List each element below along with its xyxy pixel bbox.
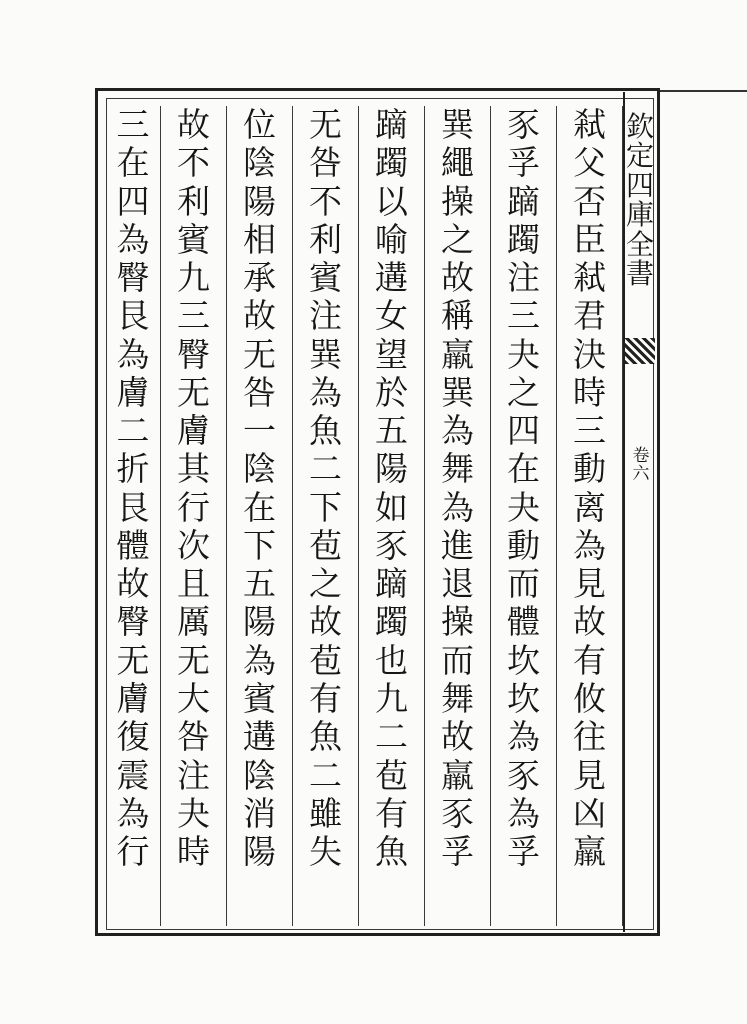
text-column-2 (491, 106, 557, 926)
character: 庫 (625, 198, 654, 232)
character: 膚 (116, 678, 150, 718)
character: 咎 (243, 372, 276, 412)
character: 孚 (507, 832, 540, 872)
book-title (625, 112, 655, 288)
character: 利 (177, 181, 210, 221)
character: 二 (309, 449, 342, 489)
character: 故 (309, 602, 342, 642)
character: 見 (573, 755, 606, 795)
character: 咎 (309, 143, 342, 183)
character: 下 (309, 487, 342, 527)
character: 躅 (507, 219, 540, 259)
character: 如 (375, 487, 408, 527)
character: 承 (243, 258, 276, 298)
character: 失 (309, 832, 342, 872)
text-column-6 (227, 106, 293, 926)
character: 坎 (507, 640, 540, 680)
character: 无 (309, 105, 342, 144)
character: 之 (507, 372, 540, 412)
character: 書 (625, 256, 654, 290)
character: 巽 (441, 105, 474, 144)
character: 雖 (309, 793, 342, 833)
character: 故 (116, 564, 150, 604)
character: 有 (309, 678, 342, 718)
character: 坎 (507, 678, 540, 718)
character: 全 (625, 227, 654, 261)
character: 見 (573, 564, 606, 604)
character: 行 (116, 832, 150, 872)
character: 且 (177, 564, 210, 604)
character: 以 (375, 181, 408, 221)
character: 為 (243, 640, 276, 680)
character: 夬 (177, 793, 210, 833)
character: 躅 (375, 143, 408, 183)
character: 羸 (441, 334, 474, 374)
character: 在 (507, 449, 540, 489)
character: 大 (177, 678, 210, 718)
character: 豕 (507, 105, 540, 144)
character: 豕 (507, 755, 540, 795)
character: 故 (441, 258, 474, 298)
character: 魚 (309, 717, 342, 757)
character: 望 (375, 334, 408, 374)
character: 相 (243, 219, 276, 259)
character: 消 (243, 793, 276, 833)
character: 次 (177, 525, 210, 565)
character: 臀 (116, 258, 150, 298)
text-column-7 (161, 106, 227, 926)
character: 四 (116, 181, 150, 221)
character: 臀 (177, 334, 210, 374)
character: 不 (309, 181, 342, 221)
character: 時 (573, 372, 606, 412)
character: 夬 (507, 334, 540, 374)
character: 凶 (573, 793, 606, 833)
character: 无 (116, 640, 150, 680)
character: 賓 (243, 678, 276, 718)
adjacent-page-edge (660, 90, 747, 935)
character: 陽 (375, 449, 408, 489)
character: 三 (573, 411, 606, 451)
text-column-3 (425, 106, 491, 926)
character: 陰 (243, 755, 276, 795)
character: 蹢 (375, 105, 408, 144)
character: 利 (309, 219, 342, 259)
character: 動 (507, 525, 540, 565)
character: 遘 (375, 258, 408, 298)
character: 賓 (177, 219, 210, 259)
character: 進 (441, 525, 474, 565)
character: 舞 (441, 449, 474, 489)
text-column-5 (293, 106, 359, 926)
character: 躅 (375, 602, 408, 642)
character: 三 (507, 296, 540, 336)
character: 无 (243, 334, 276, 374)
character: 位 (243, 105, 276, 144)
character: 蹢 (375, 564, 408, 604)
character: 膚 (177, 411, 210, 451)
character: 五 (375, 411, 408, 451)
character: 二 (309, 755, 342, 795)
character: 折 (116, 449, 150, 489)
volume-label (630, 448, 652, 484)
character: 喻 (375, 219, 408, 259)
character: 退 (441, 564, 474, 604)
character: 繩 (441, 143, 474, 183)
character: 之 (309, 564, 342, 604)
character: 而 (507, 564, 540, 604)
text-column-8 (106, 106, 161, 926)
character: 震 (116, 755, 150, 795)
character: 陽 (243, 181, 276, 221)
character: 弒 (573, 258, 606, 298)
character: 豕 (441, 793, 474, 833)
character: 操 (441, 602, 474, 642)
character: 蹢 (507, 181, 540, 221)
text-column-1 (557, 106, 623, 926)
character: 注 (507, 258, 540, 298)
character: 注 (309, 296, 342, 336)
character: 无 (177, 372, 210, 412)
character: 也 (375, 640, 408, 680)
character: 九 (375, 678, 408, 718)
character: 攸 (573, 678, 606, 718)
text-column-4 (359, 106, 425, 926)
character: 苞 (309, 525, 342, 565)
character: 陰 (243, 449, 276, 489)
character: 一 (243, 411, 276, 451)
character: 四 (625, 168, 654, 202)
character: 羸 (573, 832, 606, 872)
character: 為 (116, 334, 150, 374)
character: 遘 (243, 717, 276, 757)
character: 魚 (375, 832, 408, 872)
character: 巽 (309, 334, 342, 374)
character: 陰 (243, 143, 276, 183)
character: 在 (116, 143, 150, 183)
character: 有 (573, 640, 606, 680)
character: 弒 (573, 105, 606, 144)
character: 羸 (441, 755, 474, 795)
character: 三 (177, 296, 210, 336)
character: 魚 (309, 411, 342, 451)
character: 為 (573, 525, 606, 565)
character: 不 (177, 143, 210, 183)
character: 艮 (116, 487, 150, 527)
character: 行 (177, 487, 210, 527)
character: 故 (441, 717, 474, 757)
character: 往 (573, 717, 606, 757)
character: 离 (573, 487, 606, 527)
character: 苞 (375, 755, 408, 795)
character: 四 (507, 411, 540, 451)
character: 其 (177, 449, 210, 489)
character: 六 (632, 463, 650, 484)
character: 為 (441, 411, 474, 451)
character: 厲 (177, 602, 210, 642)
character: 咎 (177, 717, 210, 757)
character: 注 (177, 755, 210, 795)
character: 陽 (243, 602, 276, 642)
character: 稱 (441, 296, 474, 336)
character: 臀 (116, 602, 150, 642)
character: 為 (507, 793, 540, 833)
character: 時 (177, 832, 210, 872)
character: 定 (625, 139, 654, 173)
character: 故 (573, 602, 606, 642)
character: 父 (573, 143, 606, 183)
character: 二 (375, 717, 408, 757)
character: 陽 (243, 832, 276, 872)
character: 豕 (375, 525, 408, 565)
character: 孚 (507, 143, 540, 183)
character: 體 (507, 602, 540, 642)
character: 復 (116, 717, 150, 757)
fishtail-mark (625, 338, 655, 364)
character: 无 (177, 640, 210, 680)
character: 苞 (309, 640, 342, 680)
character: 賓 (309, 258, 342, 298)
character: 臣 (573, 219, 606, 259)
character: 九 (177, 258, 210, 298)
character: 夬 (507, 487, 540, 527)
character: 操 (441, 181, 474, 221)
character: 而 (441, 640, 474, 680)
character: 之 (441, 219, 474, 259)
character: 膚 (116, 372, 150, 412)
character: 為 (116, 219, 150, 259)
character: 欽 (625, 110, 654, 143)
character: 卷 (632, 446, 650, 466)
character: 為 (309, 372, 342, 412)
character: 為 (441, 487, 474, 527)
character: 舞 (441, 678, 474, 718)
character: 下 (243, 525, 276, 565)
character: 為 (507, 717, 540, 757)
character: 有 (375, 793, 408, 833)
character: 故 (243, 296, 276, 336)
character: 在 (243, 487, 276, 527)
character: 動 (573, 449, 606, 489)
character: 否 (573, 181, 606, 221)
character: 於 (375, 372, 408, 412)
character: 孚 (441, 832, 474, 872)
character: 體 (116, 525, 150, 565)
character: 女 (375, 296, 408, 336)
character: 巽 (441, 372, 474, 412)
character: 五 (243, 564, 276, 604)
character: 艮 (116, 296, 150, 336)
character: 為 (116, 793, 150, 833)
character: 三 (116, 105, 150, 144)
character: 決 (573, 334, 606, 374)
character: 二 (116, 411, 150, 451)
character: 君 (573, 296, 606, 336)
character: 故 (177, 105, 210, 144)
